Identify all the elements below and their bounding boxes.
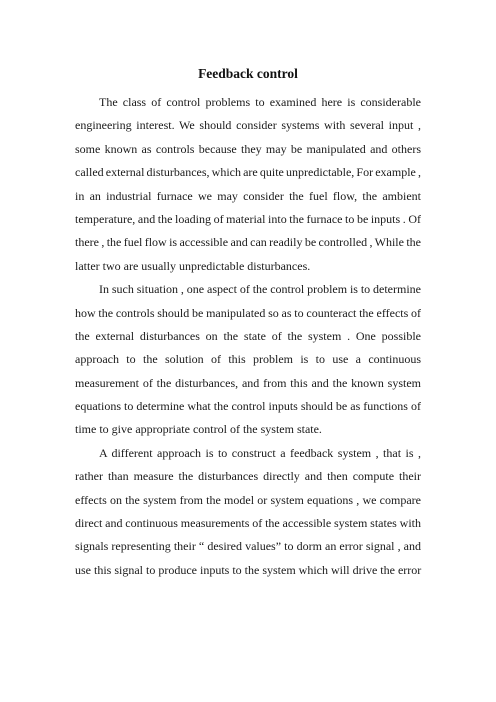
text-line: The class of control problems to examined here is considerable	[99, 95, 421, 109]
paragraph-2	[75, 278, 421, 442]
text-line: use this signal to produce inputs to the system which will drive the error	[75, 562, 422, 577]
text-line: there , the fuel flow is accessible and can readily be controlled , While the	[75, 235, 421, 250]
text-line: called external disturbances, which are quite unpredictable, For example ,	[75, 165, 421, 180]
text-line: how the controls should be manipulated so as to counteract the effects of	[75, 305, 422, 320]
text-line: temperature, and the loading of material into the furnace to be inputs . Of	[75, 211, 421, 226]
text-line: approach to the solution of this problem is to use a continuous	[75, 352, 421, 367]
text-line: direct and continuous measurements of the accessible system states with	[75, 516, 421, 531]
text-line: time to give appropriate control of the system state.	[75, 422, 322, 437]
text-line: in an industrial furnace we may consider the fuel flow, the ambient	[75, 188, 421, 203]
text-line: measurement of the disturbances, and from this and the known system	[75, 375, 421, 390]
text-line: some known as controls because they may be manipulated and others	[75, 141, 421, 156]
text-line: equations to determine what the control inputs should be as functions of	[75, 399, 421, 414]
text-line: In such situation , one aspect of the control problem is to determine	[99, 282, 421, 297]
document-body	[75, 91, 421, 582]
document-title: Feedback control	[198, 66, 298, 81]
paragraph-1	[75, 91, 421, 278]
paragraph-3	[75, 442, 421, 582]
text-line: the external disturbances on the state of the system . One possible	[75, 328, 421, 343]
text-line: effects on the system from the model or system equations , we compare	[75, 492, 421, 507]
text-line: A different approach is to construct a feedback system , that is ,	[99, 445, 421, 460]
text-line: latter two are usually unpredictable disturbances.	[75, 258, 311, 273]
text-line: rather than measure the disturbances directly and then compute their	[75, 469, 421, 484]
text-line: engineering interest. We should consider systems with several input ,	[75, 118, 421, 133]
text-line: signals representing their “ desired values” to dorm an error signal , and	[75, 539, 421, 554]
